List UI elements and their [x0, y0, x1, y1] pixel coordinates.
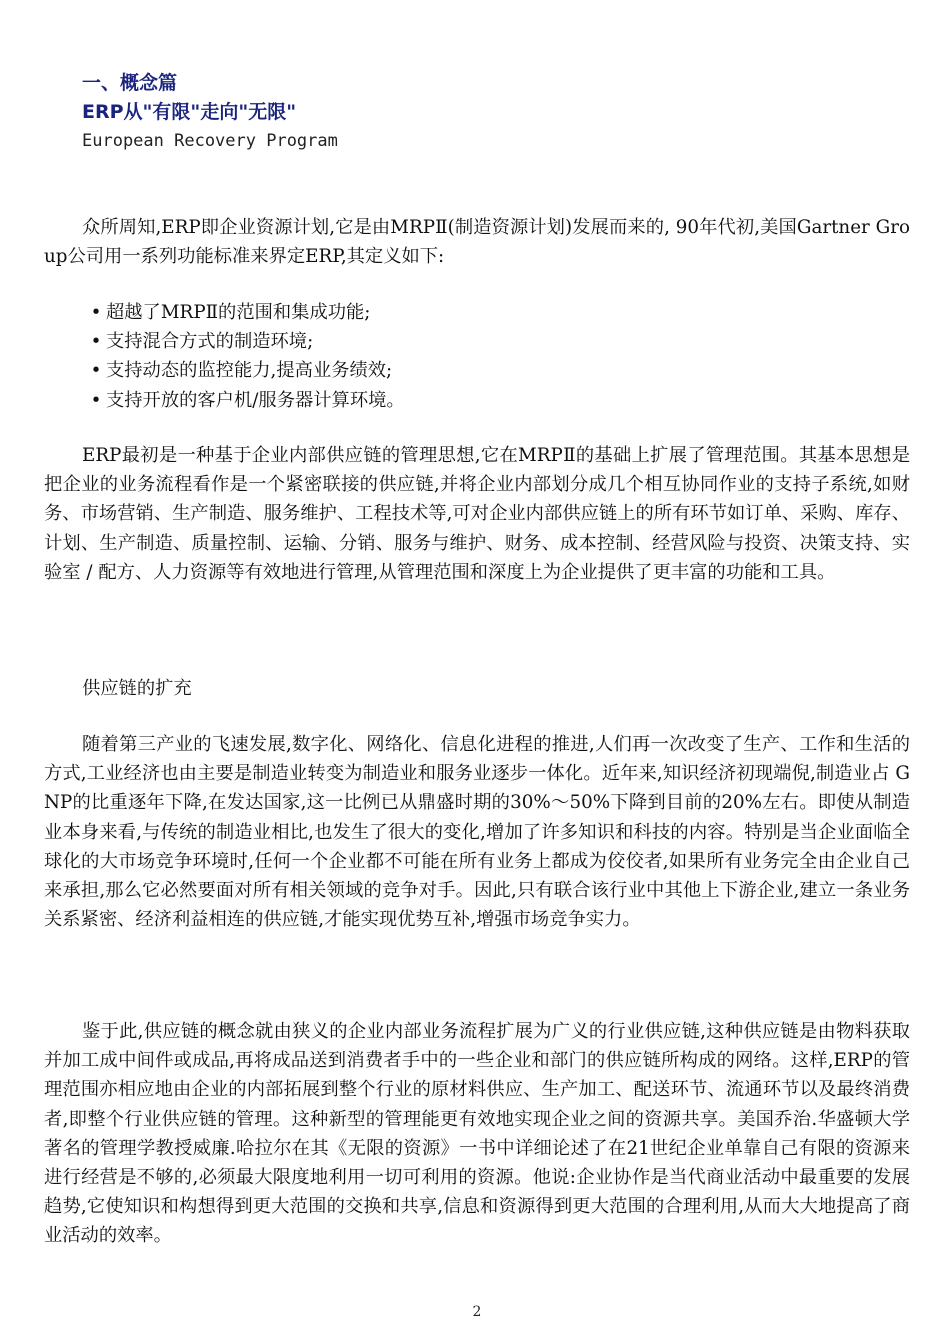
bullet-icon: •: [90, 302, 102, 323]
body-paragraph-erp: ERP最初是一种基于企业内部供应链的管理思想,它在MRPⅡ的基础上扩展了管理范围。其基本思想是把企业的业务流程看作是一个紧密联接的供应链,并将企业内部划分成几个相互协同作业的支持子系统,如财务、市场营销、生产制造、服务维护、工程技术等,可对企业内部供应链上的所有环节如订单、采购、库存、计划、生产制造、质量控制、运输、分销、服务与维护、财务、成本控制、经营风险与投资、决策支持、实验室 / 配方、人力资源等有效地进行管理,从管理范围和深度上为企业提供了更丰富的功能和工具。: [44, 445, 910, 583]
list-item-text: 支持动态的监控能力,提高业务绩效;: [106, 360, 393, 382]
body-paragraph-supply-chain: 随着第三产业的飞速发展,数字化、网络化、信息化进程的推进,人们再一次改变了生产、工作和生活的方式,工业经济也由主要是制造业转变为制造业和服务业逐步一体化。近年来,知识经济初现端倪,制造业占 GNP的比重逐年下降,在发达国家,这一比例已从鼎盛时期的30%～50%下降到目前的20%左右。即使从制造业本身来看,与传统的制造业相比,也发生了很大的变化,增加了许多知识和科技的内容。特别是当企业面临全球化的大市场竞争环境时,任何一个企业都不可能在所有业务上都成为佼佼者,如果所有业务完全由企业自己来承担,那么它必然要面对所有相关领域的竞争对手。因此,只有联合该行业中其他上下游企业,建立一条业务关系紧密、经济利益相连的供应链,才能实现优势互补,增强市场竞争实力。: [44, 734, 910, 931]
list-item: [86, 356, 405, 385]
page-number: 2: [472, 1304, 482, 1320]
english-subtitle: European Recovery Program: [82, 131, 338, 151]
list-item: [86, 327, 405, 356]
bullet-icon: •: [90, 331, 102, 353]
list-item-text: 支持开放的客户机/服务器计算环境。: [106, 389, 405, 411]
definition-list: [86, 298, 405, 415]
chapter-title: 一、概念篇: [82, 72, 178, 94]
intro-paragraph: 众所周知,ERP即企业资源计划,它是由MRPⅡ(制造资源计划)发展而来的, 90年代初,美国Gartner Group公司用一系列功能标准来界定ERP,其定义如下:: [44, 217, 910, 268]
bullet-icon: •: [90, 360, 102, 382]
section-heading: 供应链的扩充: [82, 678, 192, 699]
list-item-text: 支持混合方式的制造环境;: [106, 331, 314, 353]
list-item-text: 超越了MRPⅡ的范围和集成功能;: [106, 302, 371, 323]
body-paragraph-extension: 鉴于此,供应链的概念就由狭义的企业内部业务流程扩展为广义的行业供应链,这种供应链是由物料获取并加工成中间件或成品,再将成品送到消费者手中的一些企业和部门的供应链所构成的网络。这样,ERP的管理范围亦相应地由企业的内部拓展到整个行业的原材料供应、生产加工、配送环节、流通环节以及最终消费者,即整个行业供应链的管理。这种新型的管理能更有效地实现企业之间的资源共享。美国乔治.华盛顿大学著名的管理学教授威廉.哈拉尔在其《无限的资源》一书中详细论述了在21世纪企业单靠自己有限的资源来进行经营是不够的,必须最大限度地利用一切可利用的资源。他说:企业协作是当代商业活动中最重要的发展趋势,它使知识和构想得到更大范围的交换和共享,信息和资源得到更大范围的合理利用,从而大大地提高了商业活动的效率。: [44, 1021, 910, 1247]
article-title: ERP从"有限"走向"无限": [82, 101, 297, 123]
bullet-icon: •: [90, 389, 102, 411]
list-item: [86, 298, 405, 327]
list-item: [86, 386, 405, 415]
document-page: [44, 0, 910, 1344]
